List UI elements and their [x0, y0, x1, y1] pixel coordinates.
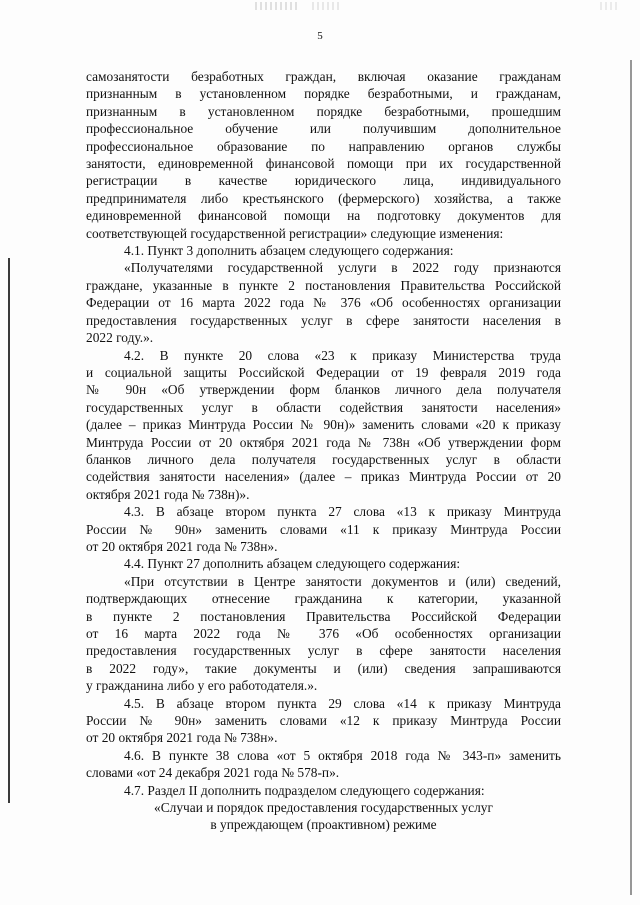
paragraph-4-6: 4.6. В пункте 38 слова «от 5 октября 2018 года № 343-п» заменить — [124, 747, 561, 763]
text-line: Минтруда России от 20 октября 2021 года № 738н «Об утверждении форм — [86, 434, 561, 450]
text-line: бланков личного дела получателя государственных услуг в области — [86, 451, 561, 467]
text-line: «Получателями государственной услуги в 2022 году признаются — [124, 260, 561, 276]
text-line: у гражданина либо у его работодателя.». — [86, 678, 318, 694]
text-line: Федерации от 16 марта 2022 года № 376 «Об особенностях организации — [86, 295, 561, 311]
text-line: занятости, единовременной финансовой помощи при их государственной — [86, 156, 561, 172]
text-line: регистрации в качестве юридического лица, индивидуального — [86, 173, 561, 189]
text-line: признанным в установленном порядке безработными, прошедшим — [86, 103, 561, 119]
text-line: признанным в установленном порядке безработными, и гражданам, — [86, 86, 561, 102]
text-line: 2022 году.». — [86, 330, 154, 346]
paragraph-4-2: 4.2. В пункте 20 слова «23 к приказу Министерства труда — [124, 347, 561, 363]
scan-artifact — [600, 2, 618, 10]
text-line: от 16 марта 2022 года № 376 «Об особенностях организации — [86, 626, 561, 641]
text-line: от 20 октября 2021 года № 738н». — [86, 538, 278, 554]
text-line: самозанятости безработных граждан, включая оказание гражданам — [86, 69, 561, 84]
text-line: единовременной финансовой помощи на подготовку документов для — [86, 208, 561, 224]
document-body — [86, 68, 561, 834]
text-line: в 2022 году», такие документы и (или) сведения запрашиваются — [86, 660, 561, 676]
text-line: «При отсутствии в Центре занятости документов и (или) сведений, — [124, 573, 561, 589]
text-line: подтверждающих отнесение гражданина к категории, указанной — [86, 591, 561, 607]
paragraph-4-7: 4.7. Раздел II дополнить подразделом следующего содержания: — [124, 782, 485, 798]
right-edge-shadow — [630, 60, 632, 895]
text-line: соответствующей государственной регистрации» следующие изменения: — [86, 225, 504, 241]
text-line: профессиональное обучение или получившим дополнительное — [86, 121, 561, 137]
text-line: и социальной защиты Российской Федерации от 19 февраля 2019 года — [86, 364, 561, 380]
text-line: в пункте 2 постановления Правительства Российской Федерации — [86, 608, 561, 624]
text-line: № 90н «Об утверждении форм бланков личного дела получателя — [86, 382, 561, 398]
scan-artifact — [255, 2, 297, 10]
text-line: (далее – приказ Минтруда России № 90н)» заменить словами «20 к приказу — [86, 417, 561, 433]
subsection-heading: в упреждающем (проактивном) режиме — [210, 817, 437, 833]
text-line: октября 2021 года № 738н)». — [86, 486, 250, 502]
paragraph-4-5: 4.5. В абзаце втором пункта 29 слова «14 к приказу Минтруда — [124, 695, 561, 711]
subsection-heading: «Случаи и порядок предоставления государственных услуг — [154, 800, 493, 816]
text-line: России № 90н» заменить словами «11 к приказу Минтруда России — [86, 521, 561, 537]
text-line: предпринимателя либо крестьянского (фермерского) хозяйства, а также — [86, 190, 561, 206]
text-line: государственных услуг в области содействия занятости населения» — [86, 399, 561, 415]
left-margin-mark — [8, 258, 10, 803]
paragraph-4-4: 4.4. Пункт 27 дополнить абзацем следующего содержания: — [124, 556, 461, 572]
text-line: словами «от 24 декабря 2021 года № 578-п». — [86, 765, 340, 781]
paragraph-4-1: 4.1. Пункт 3 дополнить абзацем следующего содержания: — [124, 243, 454, 259]
text-line: предоставления государственных услуг в сфере занятости населения — [86, 643, 561, 659]
text-line: содействия занятости населения» (далее – приказ Минтруда России от 20 — [86, 469, 561, 485]
scan-artifact — [312, 2, 342, 10]
paragraph-4-3: 4.3. В абзаце втором пункта 27 слова «13 к приказу Минтруда — [124, 504, 561, 520]
text-line: предоставления государственных услуг в сфере занятости населения в — [86, 312, 561, 328]
text-line: граждане, указанные в пункте 2 постановления Правительства Российской — [86, 277, 561, 293]
text-line: от 20 октября 2021 года № 738н». — [86, 730, 278, 746]
text-line: России № 90н» заменить словами «12 к приказу Минтруда России — [86, 713, 561, 729]
page-number: 5 — [317, 30, 323, 42]
text-line: профессиональное образование по направлению органов службы — [86, 138, 561, 154]
